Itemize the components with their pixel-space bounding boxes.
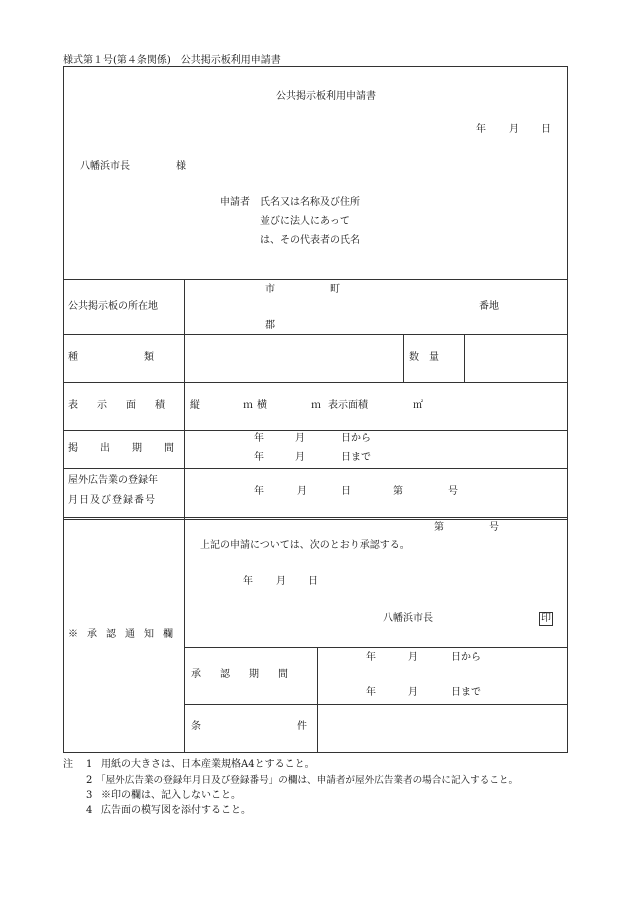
approval-no-prefix: 第	[434, 522, 444, 533]
approval-from-year: 年	[366, 652, 376, 663]
date-year: 年	[476, 124, 486, 135]
note-num-3: 3	[86, 790, 93, 801]
note-num-2: 2	[86, 775, 93, 786]
approval-to-year: 年	[366, 687, 376, 698]
applicant-line-3: は、その代表者の氏名	[260, 235, 360, 246]
date-day: 日	[541, 124, 551, 135]
registration-no-prefix: 第	[393, 486, 403, 497]
notes-lead: 注	[63, 759, 73, 770]
area-vertical: 縦	[190, 400, 200, 411]
registration-day: 日	[341, 486, 351, 497]
note-text-3: ※印の欄は、記入しないこと。	[101, 790, 241, 801]
rule-location-top	[63, 279, 568, 280]
area-label: 表示面積	[68, 400, 184, 411]
approval-to-day: 日まで	[451, 687, 481, 698]
form-title: 公共掲示板利用申請書	[276, 91, 376, 102]
period-from-day: 日から	[341, 433, 371, 444]
period-from-year: 年	[254, 433, 264, 444]
rule-registration-top	[63, 468, 568, 469]
rule-approval-period-top	[184, 647, 568, 648]
approval-from-day: 日から	[451, 652, 481, 663]
approval-from-month: 月	[408, 652, 418, 663]
approval-no-suffix: 号	[489, 522, 499, 533]
location-label: 公共掲示板の所在地	[68, 301, 158, 312]
seal-mark: 印	[541, 613, 551, 624]
area-unit-sqm: ㎡	[413, 400, 423, 411]
rule-quantity-left	[403, 334, 404, 382]
approval-date-month: 月	[276, 576, 286, 587]
date-month: 月	[509, 124, 519, 135]
rule-approval-top-double	[63, 519, 568, 520]
area-unit-m-1: ｍ	[243, 400, 253, 411]
rule-period-top	[63, 430, 568, 431]
approval-statement: 上記の申請については、次のとおり承認する。	[200, 540, 410, 551]
registration-label-1: 屋外広告業の登録年	[68, 475, 158, 486]
rule-type-top	[63, 334, 568, 335]
rule-quantity-right	[464, 334, 465, 382]
approval-date-day: 日	[308, 576, 318, 587]
approval-section-label: ※承認通知欄	[68, 629, 182, 640]
note-num-1: 1	[86, 759, 93, 770]
rule-area-top	[63, 382, 568, 383]
approval-date-year: 年	[243, 576, 253, 587]
applicant-line-2: 並びに法人にあって	[260, 216, 350, 227]
area-horizontal: 横	[257, 400, 267, 411]
applicant-label: 申請者	[220, 197, 250, 208]
quantity-label: 数 量	[409, 352, 439, 363]
approval-period-label: 承認期間	[191, 669, 307, 680]
form-number-label: 様式第１号(第４条関係) 公共掲示板利用申請書	[63, 55, 281, 66]
area-unit-m-2: ｍ	[311, 400, 321, 411]
rule-label-column	[184, 279, 185, 753]
location-city: 市	[265, 284, 275, 295]
period-from-month: 月	[295, 433, 305, 444]
period-to-day: 日まで	[341, 452, 371, 463]
period-label: 掲出期間	[68, 443, 196, 454]
location-town: 町	[330, 284, 340, 295]
approval-to-month: 月	[408, 687, 418, 698]
condition-label-first	[191, 722, 403, 732]
rule-approval-inner	[317, 647, 318, 753]
note-text-4: 広告面の模写図を添付すること。	[101, 805, 251, 816]
addressee-suffix: 様	[176, 161, 186, 172]
note-num-4: 4	[86, 805, 93, 816]
rule-approval-top	[63, 517, 568, 518]
registration-label-2: 月日及び登録番号	[68, 495, 156, 506]
registration-year: 年	[254, 486, 264, 497]
registration-month: 月	[297, 486, 307, 497]
period-to-year: 年	[254, 452, 264, 463]
location-lot: 番地	[479, 301, 499, 312]
period-to-month: 月	[295, 452, 305, 463]
type-label: 種 類	[68, 352, 182, 363]
note-text-1: 用紙の大きさは、日本産業規格A4とすること。	[101, 759, 315, 770]
registration-no-suffix: 号	[448, 486, 458, 497]
note-text-2: 「屋外広告業の登録年月日及び登録番号」の欄は、申請者が屋外広告業者の場合に記入すること。	[96, 775, 519, 786]
area-display-label: 表示面積	[328, 400, 368, 411]
addressee: 八幡浜市長	[80, 161, 130, 172]
rule-approval-condition-top	[184, 704, 568, 705]
approval-issuer: 八幡浜市長	[383, 613, 433, 624]
applicant-line-1: 氏名又は名称及び住所	[260, 197, 360, 208]
condition-label: 条件	[191, 721, 403, 732]
location-county: 郡	[265, 320, 275, 331]
